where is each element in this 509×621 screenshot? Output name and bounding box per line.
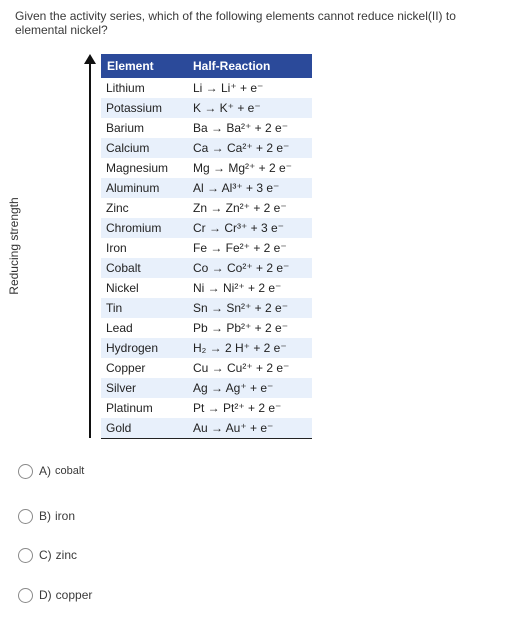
option-text: iron xyxy=(55,509,76,523)
table-row xyxy=(101,278,312,298)
reaction-cell: Cu → Cu²⁺ + 2 e⁻ xyxy=(192,361,290,375)
axis-label: Reducing strength xyxy=(7,197,21,295)
element-cell: Gold xyxy=(101,418,180,439)
table-row xyxy=(101,218,312,238)
table-row xyxy=(101,178,312,198)
table-row xyxy=(101,298,312,318)
element-cell: Cobalt xyxy=(101,258,180,278)
reaction-cell: Mg → Mg²⁺ + 2 e⁻ xyxy=(192,161,293,175)
option-b[interactable] xyxy=(18,507,75,525)
header-half-reaction: Half-Reaction xyxy=(180,54,312,78)
table-row xyxy=(101,198,312,218)
header-element: Element xyxy=(101,54,180,78)
element-cell: Potassium xyxy=(101,98,180,118)
reaction-cell: Pt → Pt²⁺ + 2 e⁻ xyxy=(192,401,282,415)
element-cell: Hydrogen xyxy=(101,338,180,358)
option-d[interactable] xyxy=(18,586,92,604)
element-cell: Aluminum xyxy=(101,178,180,198)
activity-series-table xyxy=(101,54,312,439)
reaction-cell: K → K⁺ + e⁻ xyxy=(180,98,312,118)
element-cell: Lead xyxy=(106,321,133,335)
table-row xyxy=(101,258,312,278)
reaction-cell: Ba → Ba²⁺ + 2 e⁻ xyxy=(192,121,289,135)
reducing-strength-axis xyxy=(84,54,96,438)
radio-button[interactable] xyxy=(18,588,33,603)
table-row xyxy=(101,78,312,98)
option-text: zinc xyxy=(55,548,78,562)
reaction-cell: Al → Al³⁺ + 3 e⁻ xyxy=(180,178,312,198)
element-cell: Platinum xyxy=(106,401,153,415)
element-cell: Zinc xyxy=(106,201,129,215)
reaction-cell: Cr → Cr³⁺ + 3 e⁻ xyxy=(180,218,312,238)
radio-button[interactable] xyxy=(18,548,33,563)
reaction-cell: Pb → Pb²⁺ + 2 e⁻ xyxy=(192,321,289,335)
question-text: Given the activity series, which of the following elements cannot reduce nickel(II) to elemental nickel? xyxy=(15,9,456,37)
option-c[interactable] xyxy=(18,546,77,564)
table-header-row xyxy=(101,54,312,78)
table-row xyxy=(101,158,312,178)
option-text: cobalt xyxy=(55,465,85,477)
table-row xyxy=(101,118,312,138)
table-row xyxy=(101,398,312,418)
option-letter: A) xyxy=(39,464,51,478)
element-cell: Copper xyxy=(106,361,146,375)
option-text: copper xyxy=(55,588,93,602)
table-row xyxy=(101,238,312,258)
axis-line xyxy=(89,62,91,438)
element-cell: Magnesium xyxy=(106,161,169,175)
table-row xyxy=(101,98,312,118)
reaction-cell: Ag → Ag⁺ + e⁻ xyxy=(180,378,312,398)
option-a[interactable] xyxy=(18,462,84,480)
radio-button[interactable] xyxy=(18,464,33,479)
radio-button[interactable] xyxy=(18,509,33,524)
table-row xyxy=(101,418,312,439)
reaction-cell: Fe → Fe²⁺ + 2 e⁻ xyxy=(192,241,287,255)
element-cell: Lithium xyxy=(106,81,145,95)
option-letter: B) xyxy=(39,509,51,523)
table-row xyxy=(101,338,312,358)
element-cell: Tin xyxy=(101,298,180,318)
element-cell: Chromium xyxy=(101,218,180,238)
option-letter: D) xyxy=(39,588,52,602)
element-cell: Nickel xyxy=(106,281,139,295)
reaction-cell: Ca → Ca²⁺ + 2 e⁻ xyxy=(180,138,312,158)
option-letter: C) xyxy=(39,548,52,562)
element-cell: Calcium xyxy=(101,138,180,158)
reaction-cell: Sn → Sn²⁺ + 2 e⁻ xyxy=(180,298,312,318)
reaction-cell: Li → Li⁺ + e⁻ xyxy=(192,81,264,95)
reaction-cell: Ni → Ni²⁺ + 2 e⁻ xyxy=(192,281,282,295)
reaction-cell: Zn → Zn²⁺ + 2 e⁻ xyxy=(192,201,287,215)
table-row xyxy=(101,358,312,378)
table-row xyxy=(101,138,312,158)
element-cell: Barium xyxy=(106,121,145,135)
element-cell: Silver xyxy=(101,378,180,398)
reaction-cell: Au → Au⁺ + e⁻ xyxy=(180,418,312,439)
reaction-cell: Co → Co²⁺ + 2 e⁻ xyxy=(180,258,312,278)
table-row xyxy=(101,318,312,338)
element-cell: Iron xyxy=(106,241,127,255)
reaction-cell: H₂ → 2 H⁺ + 2 e⁻ xyxy=(180,338,312,358)
table-row xyxy=(101,378,312,398)
